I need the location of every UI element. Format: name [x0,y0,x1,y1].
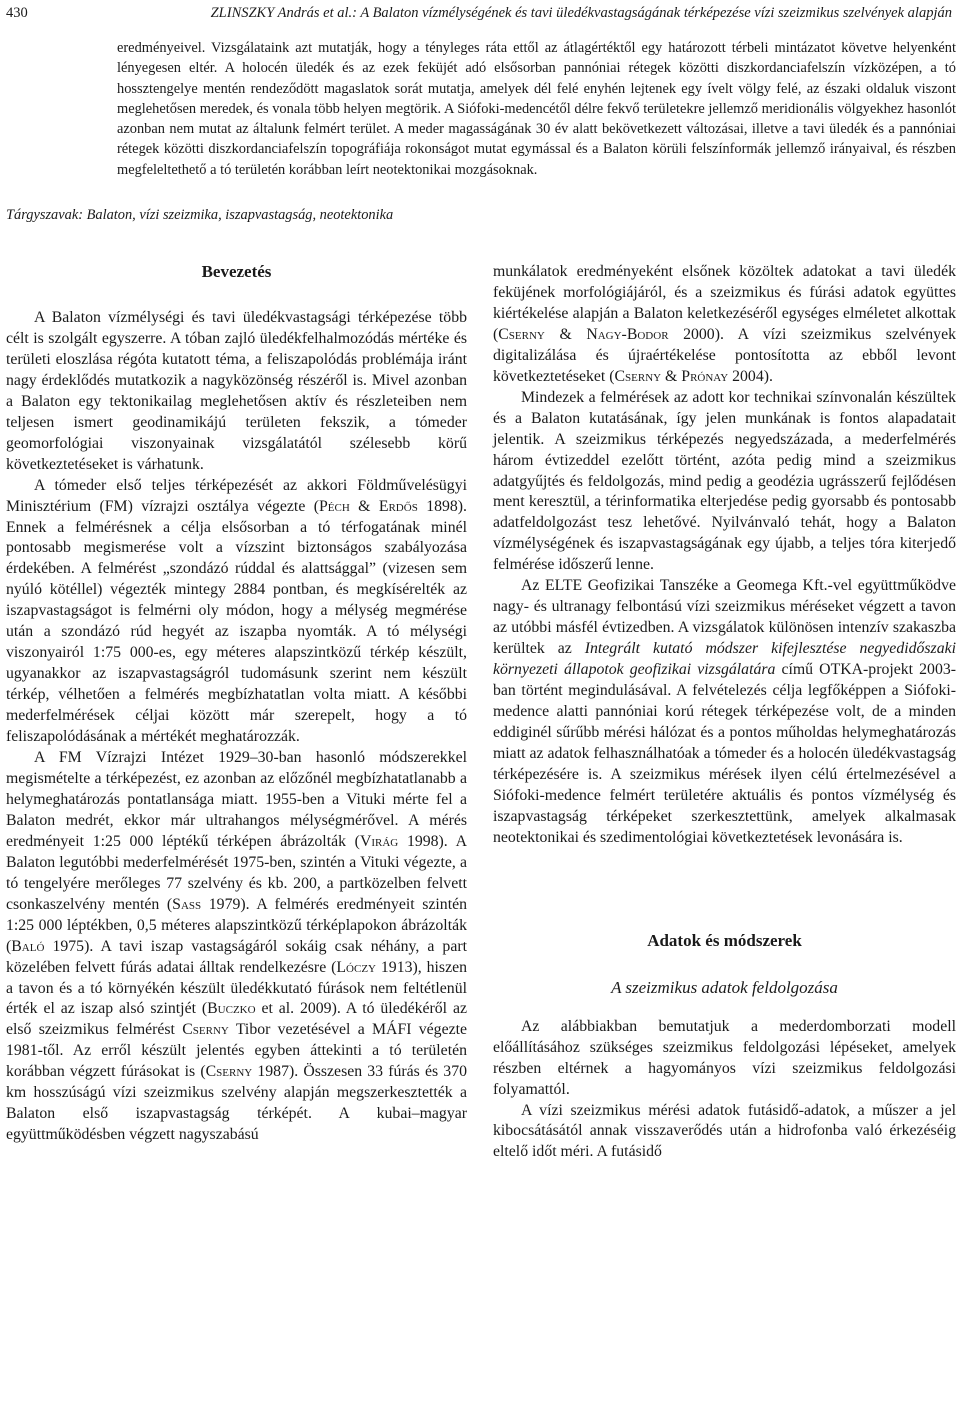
page-number: 430 [6,5,28,21]
citation: Cserny [182,1021,229,1039]
paragraph: A FM Vízrajzi Intézet 1929–30-ban hasonló módszerekkel megismételte a térképezést, ez azonban az előzőnél megbízhatatlanabb a helymeghatározás pontatlansága miatt. 1955-ben a Vituki mérte fel a Balaton medrét, ekkor már ultrahangos mélységmérővel. A mérés eredményeit 1:25 000 léptékű térképen ábrázolták (Virág 1998). A Balaton legutóbbi mederfelmérését 1975-ben, szintén a Vituki végezte, a tó tengelyére merőleges 77 szelvény és kb. 200, a partközelben felvett csonkaszelvény mentén (Sass 1979). A felmérés eredményeit szintén 1:25 000 léptékben, 0,5 méteres alapszintközű térképlapokon ábrázolták (Baló 1975). A tavi iszap vastagságáról sokáig csak néhány, a part közelében felvett fúrás adatai álltak rendelkezésre (Lóczy 1913), hiszen a tavon és a tó környékén készült üledékkutató fúrások nem feltétlenül érték el az iszap alsó szintjét (Buczko et al. 2009). A tó üledékéről az első szeizmikus felmérést Cserny Tibor vezetésével a MÁFI végezte 1981-től. Az erről készült jelentés egyben áttekinti a tó területén korábban végzett fúrásokat is (Cserny 1987). Összesen 33 fúrás és 370 km hosszúságú vízi szeizmikus szelvény alapján megszerkesztették a Balaton első iszapvastagság térképét. A kubai–magyar együttműködésben végzett nagyszabású [6,749,467,1144]
citation: Cserny [205,1063,253,1081]
citation: Cserny & Prónay [614,367,729,385]
subsection-heading: A szeizmikus adatok feldolgozása [611,977,838,997]
citation: Péch & Erdős [318,497,418,515]
section-heading-data-methods: Adatok és módszerek [647,930,802,950]
paragraph: munkálatok eredményeként elsőnek közöltek adatokat a tavi üledék feküjének morfológiájáról, és a szeizmikus és fúrási adatok együttes kiértékelése alapján a Balaton keletkezéséről egységes elméletet alkottak (Cserny & Nagy-Bodor 2000). A vízi szeizmikus szelvények digitalizálása és újraértékelése pontosította az ebből levont következtetéseket (Cserny & Prónay 2004). [493,263,956,385]
paragraph: Az alábbiakban bemutatjuk a mederdomborzati modell előállításához szükséges szeizmikus feldolgozási lépéseket, amelyek részben eltérnek a hagyományos vízi szeizmikus feldolgozási folyamattól. [493,1017,956,1098]
project-title: Integrált kutató módszer kifejlesztése negyedidőszaki környezeti állapotok geofizikai vizsgálatára [493,640,956,679]
citation: Virág [359,832,399,850]
paragraph: Mindezek a felmérések az adott kor technikai színvonalán készültek és a Balaton kutatásának, így jelen munkának is fontos alapadatait jelentik. A szeizmikus térképezés negyedszázada, a mederfelmérés három évtizeddel ezelőtt történt, azóta pedig mind a szeizmikus adatgyűjtés és feldolgozás, mind pedig a geodézia ugrásszerű fejlődésen ment keresztül, a térinformatika elterjedése pedig gyorsabb és pontosabb adatfeldolgozást tesz lehetővé. Nyilvánvaló tehát, hogy a Balaton vízmélységének és iszapvastagságának egy újabb, a teljes tóra kiterjedő felmérése időszerű lenne. [493,388,956,574]
paragraph: A vízi szeizmikus mérési adatok futásidő-adatok, a műszer a jel kibocsátásától annak visszaverődés után a hidrofonba való érkezéséig eltelő időt méri. A futásidő [493,1101,956,1161]
abstract-text: eredményeivel. Vizsgálataink azt mutatják, hogy a tényleges ráta ettől az átlagértéktől egy határozott térbeli mintázatot követve helyenként lényegesen eltér. A holocén üledék és az ezek feküjét adó elsősorban pannóniai rétegek közötti diszkordanciafelszín vízközépen, a tó hossztengelye mentén rendeződött magaslatok sorát mutatja, amelyek dél felé enyhén lejtenek egy ívelt völgy felé, az északi oldaluk viszont meglehetősen meredek, és vonala több helyen megtörik. A Siófoki-medencétől délre fekvő területekre jellemző meridionális völgyekhez hasonlót azonban nem mutat az általunk felmért terület. A meder magasságának 30 év alatt bekövetkezett változásai, illetve a tavi üledék és a pannóniai rétegek közötti diszkordanciafelszín topográfiája rokonságot mutat egymással és a Balaton körüli felszínformák jellemző irányaival, és részben megfeleltethető a tó területén korábban leírt neotektonikai mozgásoknak. [117,40,956,178]
keywords: Tárgyszavak: Balaton, vízi szeizmika, iszapvastagság, neotektonika [6,207,394,223]
running-header [6,2,956,24]
citation: Cserny & Nagy-Bodor [498,325,669,343]
paragraph: Az ELTE Geofizikai Tanszéke a Geomega Kft.-vel együttműködve nagy- és ultranagy felbontású vízi szeizmikus méréseket végzett a tavon az utóbbi másfél évtizedben. A vizsgálatok különösen intenzív szakaszba kerültek az Integrált kutató módszer kifejlesztése negyedidőszaki környezeti állapotok geofizikai vizsgálatára című OTKA-projekt 2003-ban történt megindulásával. A felvételezés célja legfőképpen a Siófoki-medence alatti pannóniai korú rétegek térképezése volt, de a minden eddiginél sűrűbb mérési hálózat és a pontos műholdas helymeghatározás miatt az adatok felhasználhatóak a tómeder és a holocén üledékvastagság térképezésére is. A szeizmikus mérések ilyen célú értelmezésével a Siófoki-medence felmért területére aktuális és pontos vízmélység és iszapvastagság térképeket szerkesztettünk, amelyek alkalmasak neotektonikai és szedimentológiai következtetések levonására is. [493,577,957,846]
section-heading-introduction: Bevezetés [201,262,272,281]
paragraph: A tómeder első teljes térképezését az akkori Földművelésügyi Minisztérium (FM) vízrajzi osztálya végezte (Péch & Erdős 1898). Ennek a felmérésnek a célja elsősorban a tó térfogatának minél pontosabb megismerése volt a vízszint biztonságos szabályozása érdekében. A felmérést „szondázó rúddal és alattsággal” (vizesen sem nyúló kötéllel) végezték mintegy 2884 pontban, és megkísérelték az iszapvastagságot is felmérni oly módon, hogy a mélység megmérése után a szondázó rúd hegyét az iszapba nyomták. A tó mélységi viszonyairól 1:75 000-es, egy méteres alapszintközű térkép készült, ugyanakkor az iszapvastagságról tudomásunk szerint nem készült térkép, vélhetően a felmérés megbízhatatlan volta miatt. A későbbi mederfelmérések céljai között már szerepelt, hogy a tó feliszapolódásának a mértékét meghatározzák. [6,476,467,746]
right-column [493,262,956,1163]
citation: Baló [11,937,45,955]
citation: Sass [172,895,202,913]
left-column [6,260,467,1146]
citation: Buczko [207,1000,256,1018]
running-title: ZLINSZKY András et al.: A Balaton vízmélységének és tavi üledékvastagságának térképezése vízi szeizmikus szelvények alapján [210,5,952,21]
citation: Lóczy [336,958,376,976]
paragraph: A Balaton vízmélységi és tavi üledékvastagsági térképezése több célt is szolgált egyszerre. A tóban zajló üledékfelhalmozódás mértéke és területi eloszlása régóta kutatott téma, a feliszapolódás problémája iránt nagy érdeklődés mutatkozik a nagyközönség részéről is. Mivel azonban a Balaton egy tektonikailag meglehetősen aktív és részleteiben nem teljesen ismert geodinamikájú területen fekszik, a tómeder geomorfológiai viszonyainak vizsgálatától szélesebb körű következtetéseket is várhatunk. [6,309,467,473]
